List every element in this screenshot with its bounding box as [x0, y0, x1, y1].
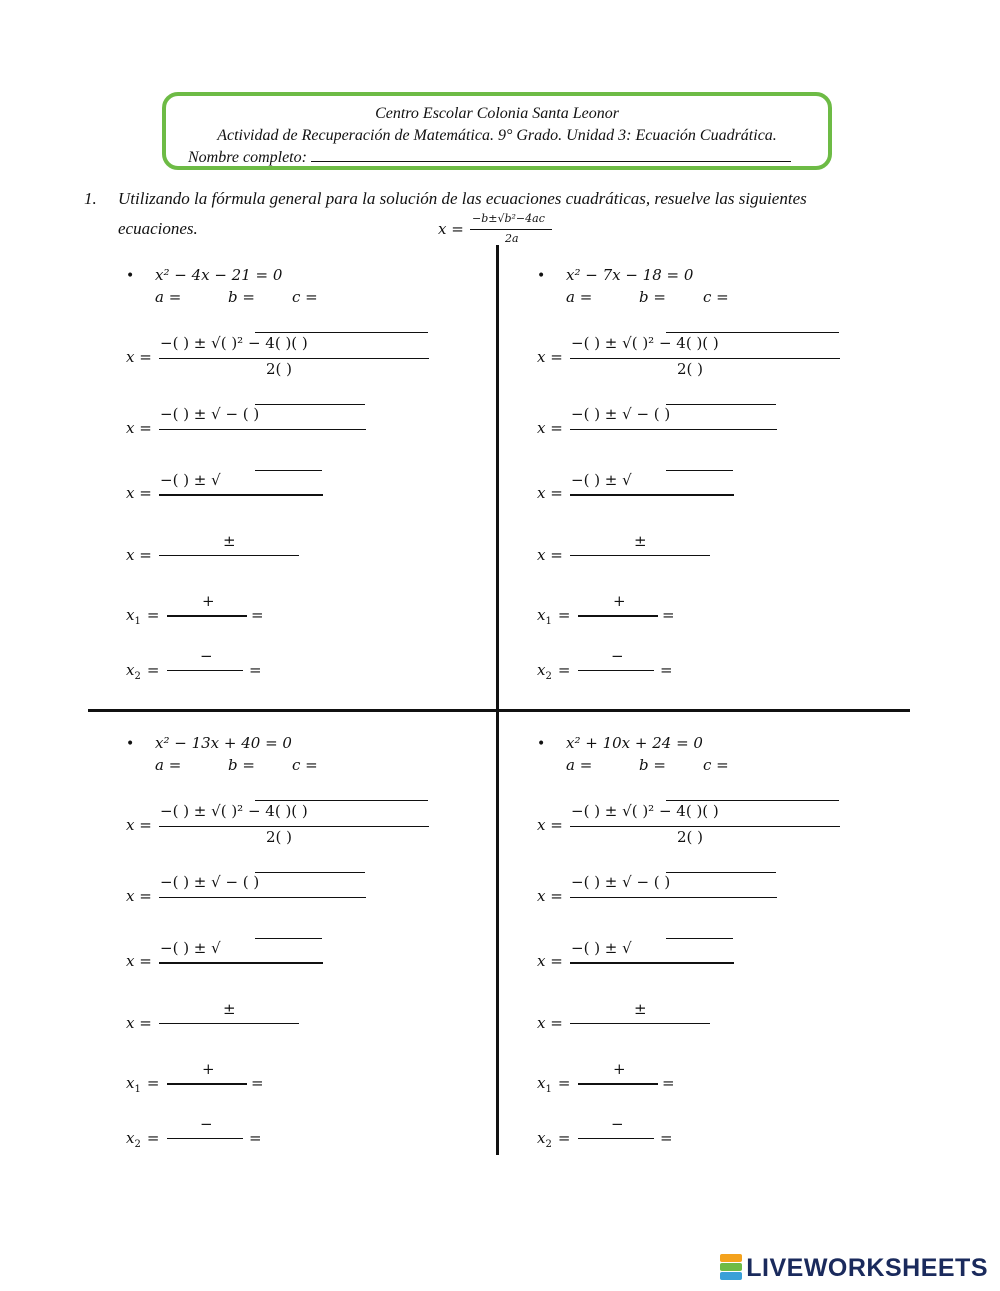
formula-x: x = — [438, 220, 464, 238]
coef-c-label: c = — [292, 288, 318, 306]
step3-numerator[interactable]: −( ) ± √ — [571, 471, 632, 489]
fraction-bar — [159, 358, 429, 359]
variable-x: x — [126, 661, 135, 679]
name-line — [188, 147, 791, 168]
sqrt-bar — [255, 872, 365, 873]
x-label: x = — [537, 484, 563, 502]
formula-denominator: 2a — [505, 232, 519, 245]
school-name: Centro Escolar Colonia Santa Leonor — [375, 105, 619, 122]
subscript: 2 — [134, 671, 141, 682]
x2-row — [537, 661, 570, 682]
sqrt-bar — [666, 470, 733, 471]
minus-sign: − — [611, 647, 624, 665]
sqrt-bar — [255, 470, 322, 471]
fraction-bar[interactable] — [578, 1138, 654, 1139]
x1-row — [537, 606, 570, 627]
sqrt-bar — [666, 404, 776, 405]
x-label: x = — [126, 887, 152, 905]
coef-a-label: a = — [566, 288, 593, 306]
subscript: 2 — [134, 1139, 141, 1150]
coef-c-label: c = — [703, 756, 729, 774]
name-label: Nombre completo: — [188, 149, 307, 166]
bullet: • — [537, 736, 546, 752]
equals-sign: = — [146, 1129, 160, 1147]
x1-row — [126, 1074, 159, 1095]
sqrt-bar — [255, 938, 322, 939]
x-label: x = — [537, 1014, 563, 1032]
coef-a-label: a = — [566, 756, 593, 774]
x-label: x = — [126, 952, 152, 970]
step1-numerator[interactable]: −( ) ± √( )² − 4( )( ) — [160, 802, 308, 820]
plus-sign: + — [613, 592, 626, 610]
variable-x: x — [126, 606, 135, 624]
step3-numerator[interactable]: −( ) ± √ — [571, 939, 632, 957]
equals-sign: = — [557, 606, 571, 624]
plus-minus-sign: ± — [634, 532, 647, 550]
horizontal-divider — [88, 709, 910, 712]
equals-sign: = — [146, 606, 160, 624]
x-label: x = — [537, 887, 563, 905]
coef-c-label: c = — [703, 288, 729, 306]
subscript: 1 — [134, 616, 141, 627]
quadratic-equation: x² − 7x − 18 = 0 — [566, 266, 694, 284]
vertical-divider — [496, 245, 499, 1155]
step1-denominator[interactable]: 2( ) — [266, 360, 293, 378]
x-label: x = — [537, 348, 563, 366]
variable-x: x — [537, 661, 546, 679]
bullet: • — [126, 268, 135, 284]
sqrt-bar — [666, 800, 839, 801]
x-label: x = — [537, 546, 563, 564]
coef-b-label: b = — [228, 756, 255, 774]
equals-sign: = — [557, 1074, 571, 1092]
equals-sign: = — [660, 661, 673, 679]
fraction-bar — [570, 962, 734, 964]
x-label: x = — [537, 419, 563, 437]
x2-row — [537, 1129, 570, 1150]
fraction-bar — [570, 429, 777, 430]
x-label: x = — [126, 816, 152, 834]
minus-sign: − — [200, 1115, 213, 1133]
coef-a-label: a = — [155, 756, 182, 774]
liveworksheets-logo — [720, 1254, 988, 1283]
fraction-bar — [159, 962, 323, 964]
variable-x: x — [126, 1129, 135, 1147]
variable-x: x — [126, 1074, 135, 1092]
x-label: x = — [126, 1014, 152, 1032]
fraction-bar[interactable] — [167, 615, 247, 617]
x-label: x = — [537, 952, 563, 970]
quadratic-equation: x² − 4x − 21 = 0 — [155, 266, 283, 284]
fraction-bar[interactable] — [167, 1083, 247, 1085]
variable-x: x — [537, 606, 546, 624]
plus-sign: + — [613, 1060, 626, 1078]
sqrt-bar — [255, 800, 428, 801]
subscript: 2 — [545, 1139, 552, 1150]
equals-sign: = — [557, 661, 571, 679]
plus-minus-sign: ± — [223, 532, 236, 550]
answer-blank[interactable] — [570, 1023, 710, 1024]
x1-row — [126, 606, 159, 627]
equals-sign: = — [662, 606, 675, 624]
subscript: 1 — [545, 1084, 552, 1095]
coef-a-label: a = — [155, 288, 182, 306]
plus-minus-sign: ± — [223, 1000, 236, 1018]
answer-blank[interactable] — [159, 555, 299, 556]
answer-blank[interactable] — [159, 1023, 299, 1024]
subscript: 1 — [134, 1084, 141, 1095]
fraction-bar — [570, 826, 840, 827]
step1-denominator[interactable]: 2( ) — [677, 360, 704, 378]
fraction-bar — [159, 429, 366, 430]
step2-numerator[interactable]: −( ) ± √ − ( ) — [571, 405, 671, 423]
subscript: 2 — [545, 671, 552, 682]
x2-row — [126, 1129, 159, 1150]
x-label: x = — [126, 484, 152, 502]
equals-sign: = — [146, 661, 160, 679]
x-label: x = — [126, 546, 152, 564]
item-number: 1. — [84, 189, 97, 208]
sqrt-bar — [255, 332, 428, 333]
step2-numerator[interactable]: −( ) ± √ − ( ) — [160, 873, 260, 891]
coef-b-label: b = — [228, 288, 255, 306]
coef-b-label: b = — [639, 756, 666, 774]
equals-sign: = — [557, 1129, 571, 1147]
fraction-bar — [570, 358, 840, 359]
equals-sign: = — [251, 1074, 264, 1092]
fraction-bar — [159, 494, 323, 496]
step1-denominator[interactable]: 2( ) — [266, 828, 293, 846]
equals-sign: = — [251, 606, 264, 624]
fraction-bar — [159, 897, 366, 898]
x2-row — [126, 661, 159, 682]
quadratic-equation: x² − 13x + 40 = 0 — [155, 734, 292, 752]
minus-sign: − — [200, 647, 213, 665]
fraction-bar[interactable] — [578, 615, 658, 617]
variable-x: x — [537, 1129, 546, 1147]
fraction-bar — [570, 897, 777, 898]
answer-blank[interactable] — [570, 555, 710, 556]
coef-c-label: c = — [292, 756, 318, 774]
plus-minus-sign: ± — [634, 1000, 647, 1018]
step1-numerator[interactable]: −( ) ± √( )² − 4( )( ) — [160, 334, 308, 352]
instructions-line2: ecuaciones. — [118, 219, 198, 238]
equals-sign: = — [146, 1074, 160, 1092]
bullet: • — [126, 736, 135, 752]
name-field[interactable] — [311, 147, 791, 162]
plus-sign: + — [202, 1060, 215, 1078]
formula-fraction-bar — [470, 229, 552, 230]
step3-numerator[interactable]: −( ) ± √ — [160, 471, 221, 489]
step2-numerator[interactable]: −( ) ± √ − ( ) — [160, 405, 260, 423]
x-label: x = — [126, 348, 152, 366]
logo-mark-icon — [720, 1254, 742, 1280]
plus-sign: + — [202, 592, 215, 610]
instructions-line1: Utilizando la fórmula general para la solución de las ecuaciones cuadráticas, resuelve las siguientes — [118, 189, 807, 208]
fraction-bar[interactable] — [578, 670, 654, 671]
fraction-bar[interactable] — [167, 670, 243, 671]
fraction-bar — [570, 494, 734, 496]
step1-numerator[interactable]: −( ) ± √( )² − 4( )( ) — [571, 802, 719, 820]
sqrt-bar — [666, 938, 733, 939]
bullet: • — [537, 268, 546, 284]
step3-numerator[interactable]: −( ) ± √ — [160, 939, 221, 957]
activity-title: Actividad de Recuperación de Matemática. 9° Grado. Unidad 3: Ecuación Cuadrática. — [217, 127, 777, 144]
fraction-bar[interactable] — [167, 1138, 243, 1139]
subscript: 1 — [545, 616, 552, 627]
step1-numerator[interactable]: −( ) ± √( )² − 4( )( ) — [571, 334, 719, 352]
equals-sign: = — [249, 1129, 262, 1147]
x-label: x = — [126, 419, 152, 437]
minus-sign: − — [611, 1115, 624, 1133]
variable-x: x — [537, 1074, 546, 1092]
equals-sign: = — [249, 661, 262, 679]
brand-name: LIVEWORKSHEETS — [746, 1254, 988, 1282]
fraction-bar[interactable] — [578, 1083, 658, 1085]
sqrt-bar — [255, 404, 365, 405]
fraction-bar — [159, 826, 429, 827]
sqrt-bar — [666, 332, 839, 333]
x1-row — [537, 1074, 570, 1095]
quadratic-equation: x² + 10x + 24 = 0 — [566, 734, 703, 752]
x-label: x = — [537, 816, 563, 834]
step2-numerator[interactable]: −( ) ± √ − ( ) — [571, 873, 671, 891]
sqrt-bar — [666, 872, 776, 873]
formula-numerator: −b±√b²−4ac — [472, 212, 545, 225]
equals-sign: = — [662, 1074, 675, 1092]
step1-denominator[interactable]: 2( ) — [677, 828, 704, 846]
coef-b-label: b = — [639, 288, 666, 306]
equals-sign: = — [660, 1129, 673, 1147]
